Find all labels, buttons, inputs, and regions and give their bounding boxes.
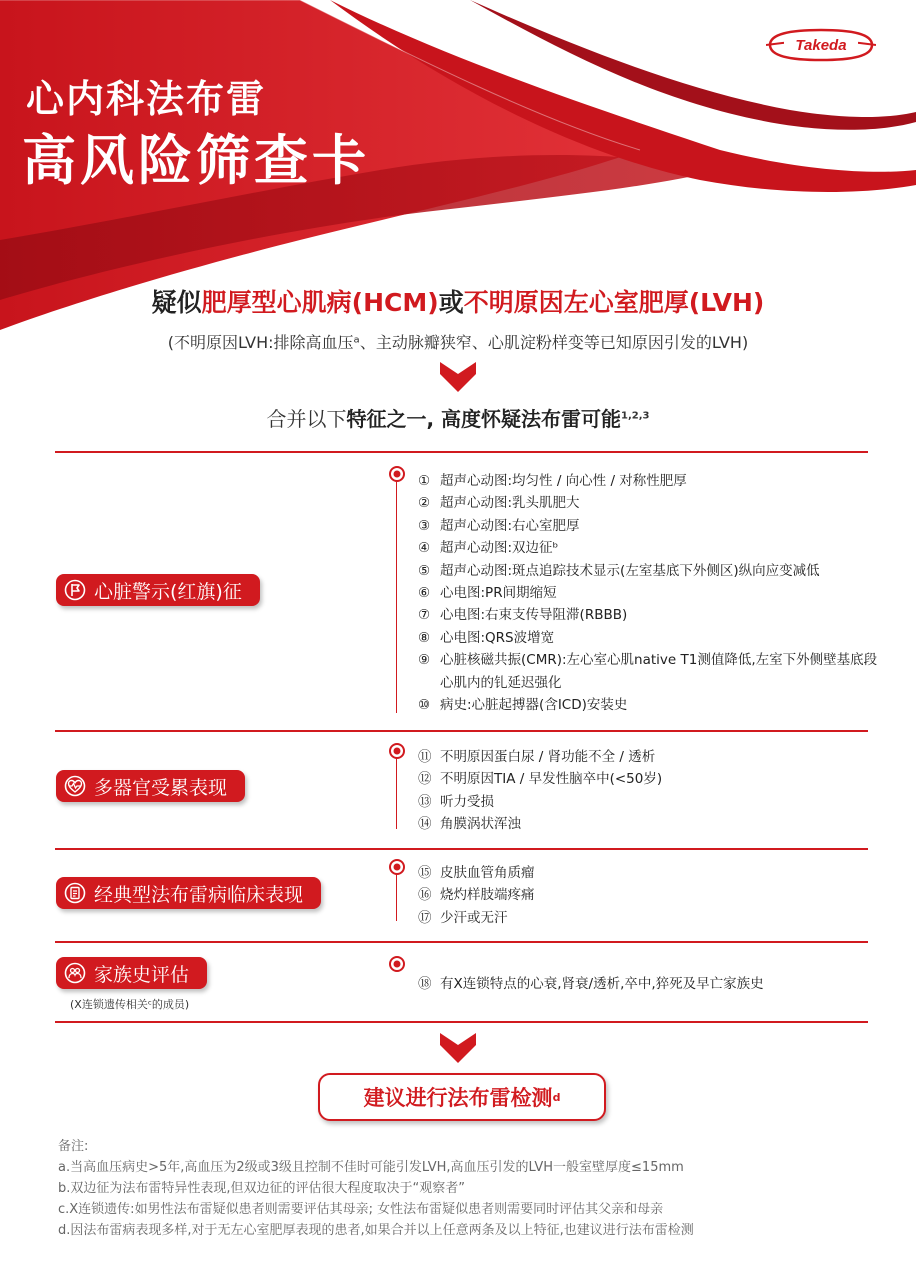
family-sub-note: (X连锁遗传相关ᶜ的成员) [70, 998, 190, 1011]
section-label: 多器官受累表现 [94, 776, 228, 799]
item-text: 超声心动图:均匀性 / 向心性 / 对称性肥厚 [440, 473, 687, 489]
condition-refs: 1,2,3 [621, 410, 650, 422]
list-item [418, 492, 878, 514]
list-item [418, 537, 878, 559]
item-text: 皮肤血管角质瘤 [440, 865, 535, 881]
footnote-line: a.当高血压病史>5年,高血压为2级或3级且控制不佳时可能引发LVH,高血压引发的LVH一般室壁厚度≤15mm [58, 1160, 684, 1175]
arrow-down-icon [438, 360, 478, 394]
list-item [418, 791, 878, 813]
heading-prefix: 疑似 [151, 288, 202, 317]
item-number: ⑫ [418, 771, 432, 788]
title-line-1: 心内科法布雷 [26, 77, 267, 121]
item-number: ⑤ [418, 562, 431, 579]
item-text: 超声心动图:右心室肥厚 [440, 517, 580, 534]
test-recommendation-box [318, 1073, 606, 1121]
item-text: 超声心动图:乳头肌肥大 [440, 495, 580, 512]
timeline-dot [389, 466, 405, 482]
list-item [418, 470, 878, 492]
item-text: 角膜涡状浑浊 [440, 816, 521, 833]
cta-label: 建议进行法布雷检测 [363, 1086, 553, 1110]
divider [55, 848, 868, 850]
item-text: 不明原因TIA / 早发性脑卒中(<50岁) [440, 771, 663, 788]
list-item [418, 694, 878, 716]
item-text: 超声心动图:双边征ᵇ [440, 540, 559, 557]
list-item [418, 973, 878, 995]
item-number: ⑪ [418, 749, 432, 765]
timeline-line [396, 871, 397, 921]
item-number: ⑧ [418, 629, 431, 646]
section-pill-multi-organ [56, 770, 245, 802]
classic-item-list [418, 862, 878, 929]
list-item [418, 884, 878, 906]
list-item [418, 604, 878, 626]
timeline-dot [389, 859, 405, 875]
section-label: 经典型法布雷病临床表现 [94, 883, 304, 906]
flag-icon [64, 579, 86, 601]
heading-lvh: 不明原因左心室肥厚(LVH) [463, 288, 765, 317]
item-text: 病史:心脏起搏器(含ICD)安装史 [440, 697, 628, 714]
item-text: 超声心动图:斑点追踪技术显示(左室基底下外侧区)纵向应变减低 [440, 562, 820, 579]
divider [55, 730, 868, 732]
heart-pulse-icon [64, 775, 86, 797]
title-line-2: 高风险筛查卡 [22, 129, 370, 192]
item-number: ⑱ [418, 976, 432, 992]
cardiac-item-list [418, 470, 878, 716]
lvh-note: (不明原因LVH:排除高血压ᵃ、主动脉瓣狭窄、心肌淀粉样变等已知原因引发的LVH) [167, 333, 749, 352]
item-number: ⑬ [418, 793, 432, 810]
section-label: 心脏警示(红旗)征 [94, 580, 242, 603]
footnotes [58, 1136, 694, 1241]
list-item [418, 862, 878, 884]
footnote-line: c.X连锁遗传:如男性法布雷疑似患者则需要评估其母亲; 女性法布雷疑似患者则需要同时评估其父亲和母亲 [58, 1202, 664, 1217]
cta-ref: d [552, 1090, 561, 1104]
item-text: 心脏核磁共振(CMR):左心室心肌native T1测值降低,左室下外侧壁基底段心肌内的钆延迟强化 [440, 652, 878, 691]
item-number: ② [418, 495, 431, 512]
condition-bold: 特征之一, 高度怀疑法布雷可能 [346, 407, 622, 431]
takeda-logo [766, 28, 876, 62]
item-text: 烧灼样肢端疼痛 [440, 887, 535, 904]
timeline-dot [389, 743, 405, 759]
divider [55, 451, 868, 453]
heading-or: 或 [438, 288, 464, 317]
footnotes-title: 备注: [58, 1139, 89, 1154]
item-text: 心电图:右束支传导阻滞(RBBB) [440, 607, 628, 624]
item-number: ③ [418, 517, 431, 534]
item-number: ⑭ [418, 816, 432, 833]
item-text: 心电图:QRS波增宽 [440, 629, 555, 646]
timeline-line [396, 481, 397, 713]
divider [55, 1021, 868, 1023]
item-text: 心电图:PR间期缩短 [440, 585, 557, 602]
multi-organ-item-list [418, 746, 878, 836]
section-pill-classic [56, 877, 321, 909]
list-item [418, 649, 878, 694]
clipboard-icon [64, 882, 86, 904]
item-number: ④ [418, 540, 431, 557]
timeline-dot [389, 956, 405, 972]
item-number: ⑥ [418, 585, 431, 602]
footnote-line: d.因法布雷病表现多样,对于无左心室肥厚表现的患者,如果合并以上任意两条及以上特征,也建议进行法布雷检测 [58, 1223, 694, 1238]
item-number: ⑰ [418, 909, 432, 926]
heading-hcm: 肥厚型心肌病(HCM) [201, 288, 439, 317]
item-number: ⑨ [418, 652, 431, 669]
section-pill-cardiac [56, 574, 260, 606]
section-label: 家族史评估 [94, 963, 190, 986]
family-icon [64, 962, 86, 984]
divider [55, 941, 868, 943]
list-item [418, 582, 878, 604]
list-item [418, 813, 878, 835]
list-item [418, 907, 878, 929]
item-text: 有X连锁特点的心衰,肾衰/透析,卒中,猝死及早亡家族史 [440, 976, 764, 992]
main-heading [0, 283, 916, 319]
condition-prefix: 合并以下 [266, 407, 347, 431]
condition-line [0, 403, 916, 432]
list-item [418, 515, 878, 537]
item-text: 听力受损 [440, 793, 494, 810]
list-item [418, 746, 878, 768]
item-text: 不明原因蛋白尿 / 肾功能不全 / 透析 [440, 749, 656, 765]
item-text: 少汗或无汗 [440, 909, 508, 926]
item-number: ⑩ [418, 697, 431, 714]
item-number: ⑦ [418, 607, 431, 624]
list-item [418, 560, 878, 582]
list-item [418, 768, 878, 790]
section-pill-family [56, 957, 207, 989]
item-number: ⑯ [418, 887, 432, 904]
timeline-line [396, 757, 397, 829]
footnote-line: b.双边征为法布雷特异性表现,但双边征的评估很大程度取决于“观察者” [58, 1181, 465, 1196]
list-item [418, 627, 878, 649]
family-item-list [418, 973, 878, 995]
item-number: ① [418, 473, 431, 489]
arrow-down-icon [438, 1031, 478, 1065]
item-number: ⑮ [418, 865, 432, 881]
logo-text: Takeda [795, 37, 847, 54]
